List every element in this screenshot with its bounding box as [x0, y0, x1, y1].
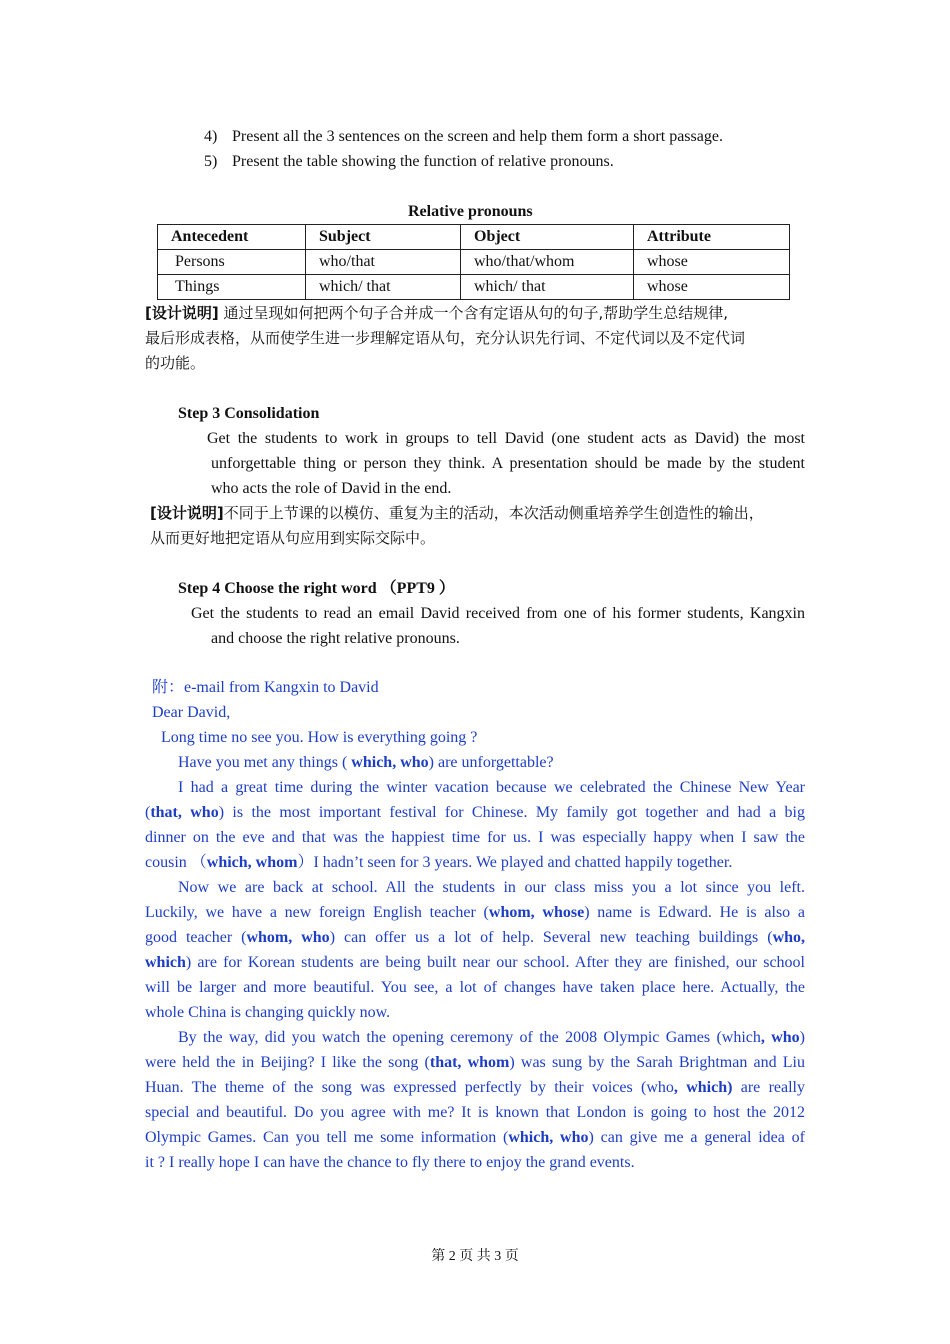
step4-title: Step 4 Choose the right word （PPT9 ） — [178, 580, 455, 597]
table-cell: which/ that — [306, 275, 461, 300]
table-row — [158, 275, 790, 300]
email-text: ( — [145, 804, 151, 821]
email-line: Long time no see you. How is everything going ? — [161, 729, 478, 746]
email-text: Olympic Games. Can you tell me some information ( — [145, 1129, 509, 1146]
email-heading: 附：e-mail from Kangxin to David — [152, 679, 379, 696]
answer-choice: that, whom — [429, 1054, 510, 1071]
list-item-number: 4) — [204, 128, 218, 145]
answer-choice: who, — [772, 929, 806, 946]
email-text: cousin （ — [145, 854, 207, 871]
email-text: By the way, did you watch the opening ceremony of the 2008 Olympic Games (which — [178, 1029, 761, 1046]
table-cell: who/that/whom — [461, 250, 634, 275]
design-note-line: 从而更好地把定语从句应用到实际交际中。 — [150, 529, 436, 547]
answer-choice: which, whom — [206, 854, 298, 871]
answer-choice: which, who — [351, 754, 429, 771]
answer-choice: which, who — [508, 1129, 589, 1146]
design-note-text: 不同于上节课的以模仿、重复为主的活动，本次活动侧重培养学生创造性的输出， — [223, 504, 764, 522]
email-line: whole China is changing quickly now. — [145, 1004, 391, 1021]
email-text: Luckily, we have a new foreign English teacher ( — [145, 904, 489, 921]
email-text: ) are for Korean students are being built near our school. After they are finished, our school — [185, 954, 805, 971]
answer-choice: , which) — [673, 1079, 733, 1096]
email-line — [145, 1127, 805, 1149]
table-cell: Persons — [158, 250, 306, 275]
email-text: Huan. The theme of the song was expressed perfectly by their voices (who — [145, 1079, 674, 1096]
table-header-row — [158, 225, 790, 250]
design-note-line: 最后形成表格，从而使学生进一步理解定语从句，充分认识先行词、不定代词以及不定代词 — [145, 329, 746, 347]
email-text: ) was sung by the Sarah Brightman and Liu — [509, 1054, 805, 1071]
email-line: will be larger and more beautiful. You see, a lot of changes have taken place here. Actually, the — [145, 979, 805, 996]
email-text: Have you met any things ( — [178, 754, 352, 771]
email-line — [178, 1027, 805, 1049]
list-item-number: 5) — [204, 153, 218, 170]
design-note-line: 的功能。 — [145, 354, 206, 372]
email-line — [145, 927, 805, 949]
email-text: ) can give me a general idea of — [588, 1129, 805, 1146]
answer-choice: whom, whose — [488, 904, 585, 921]
email-text: ）I hadn’t seen for 3 years. We played and chatted happily together. — [297, 854, 733, 871]
email-line — [145, 852, 732, 874]
design-note-text: 通过呈现如何把两个句子合并成一个含有定语从句的句子,帮助学生总结规律, — [218, 304, 729, 322]
email-line: dinner on the eve and that was the happiest time for us. I was especially happy when I saw the — [145, 829, 805, 846]
table-header-cell: Attribute — [634, 225, 790, 250]
design-note-line — [150, 502, 764, 524]
table-cell: which/ that — [461, 275, 634, 300]
table-header-cell: Antecedent — [158, 225, 306, 250]
design-note-line — [145, 302, 728, 324]
email-greeting: Dear David, — [152, 704, 231, 721]
table-row — [158, 250, 790, 275]
email-line — [145, 1077, 805, 1099]
email-line — [178, 752, 554, 774]
table-header-cell: Object — [461, 225, 634, 250]
answer-choice: , who — [760, 1029, 800, 1046]
step3-title: Step 3 Consolidation — [178, 405, 320, 422]
design-note-label: [设计说明] — [145, 304, 219, 322]
answer-choice: that, who — [150, 804, 219, 821]
email-line: Now we are back at school. All the students in our class miss you a lot since you left. — [178, 879, 805, 896]
table-cell: Things — [158, 275, 306, 300]
design-note-label: [设计说明] — [150, 504, 224, 522]
table-header-cell: Subject — [306, 225, 461, 250]
list-item-text: Present the table showing the function of relative pronouns. — [232, 153, 614, 170]
step4-text-line: and choose the right relative pronouns. — [211, 630, 460, 647]
answer-choice: which — [145, 954, 186, 971]
email-line — [145, 802, 805, 824]
table-caption: Relative pronouns — [408, 203, 533, 220]
email-line — [145, 902, 805, 924]
relative-pronouns-table — [157, 224, 790, 300]
step3-text-line: who acts the role of David in the end. — [211, 480, 452, 497]
email-text: were held the in Beijing? I like the song ( — [145, 1054, 430, 1071]
email-text: ) is the most important festival for Chinese. My family got together and had a big — [218, 804, 805, 821]
email-text: ) — [799, 1029, 805, 1046]
email-line — [145, 952, 805, 974]
page-number: 第 2 页 共 3 页 — [431, 1249, 519, 1264]
email-line: it ? I really hope I can have the chance to fly there to enjoy the grand events. — [145, 1154, 635, 1171]
email-text: ) are unforgettable? — [428, 754, 554, 771]
email-line — [145, 1052, 805, 1074]
table-cell: whose — [634, 250, 790, 275]
answer-choice: whom, who — [246, 929, 330, 946]
list-item-text: Present all the 3 sentences on the screen and help them form a short passage. — [232, 128, 723, 145]
table-cell: whose — [634, 275, 790, 300]
table-cell: who/that — [306, 250, 461, 275]
email-text: are really — [732, 1079, 806, 1096]
step3-text-line: unforgettable thing or person they think. A presentation should be made by the student — [211, 455, 805, 472]
email-text: good teacher ( — [145, 929, 247, 946]
email-text: ) name is Edward. He is also a — [584, 904, 806, 921]
email-line: special and beautiful. Do you agree with me? It is known that London is going to host the 2012 — [145, 1104, 805, 1121]
email-line: I had a great time during the winter vacation because we celebrated the Chinese New Year — [178, 779, 805, 796]
email-text: ) can offer us a lot of help. Several new teaching buildings ( — [329, 929, 773, 946]
step4-text-line: Get the students to read an email David received from one of his former students, Kangxin — [191, 605, 805, 622]
step3-text-line: Get the students to work in groups to tell David (one student acts as David) the most — [207, 430, 805, 447]
